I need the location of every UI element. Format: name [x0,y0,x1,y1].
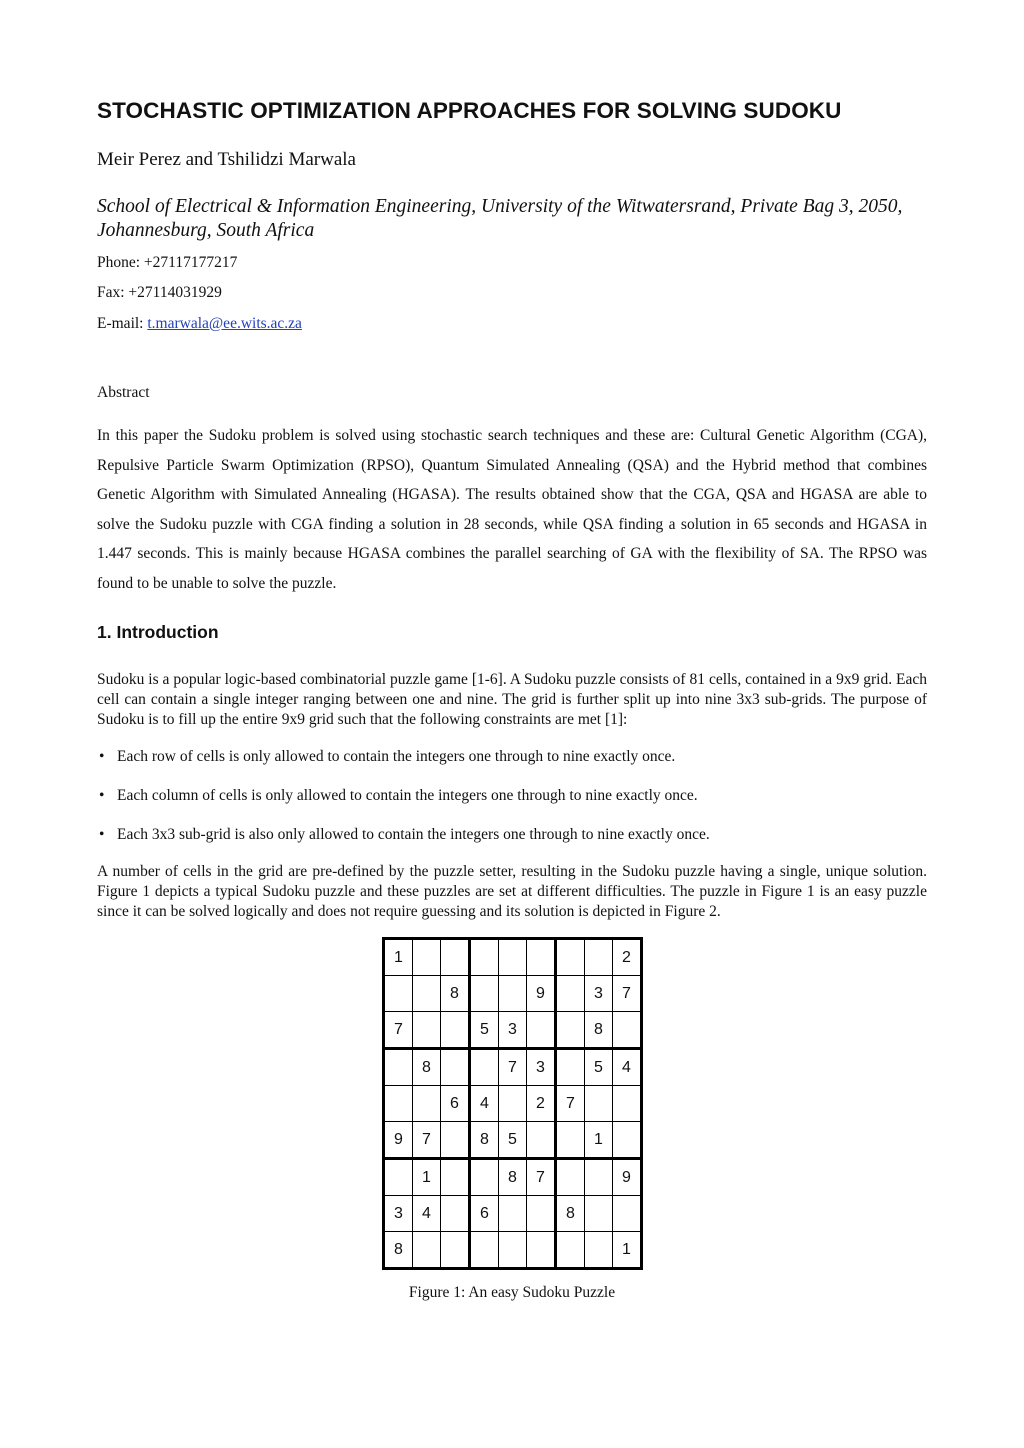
grid-cell [613,1012,642,1049]
grid-cell: 7 [384,1012,413,1049]
grid-cell [527,1232,556,1269]
grid-cell [413,1012,441,1049]
grid-cell [441,1196,470,1232]
contact-phone: Phone: +27117177217 [97,254,238,271]
grid-row [384,1232,642,1269]
grid-cell [384,976,413,1012]
constraint-list [97,747,927,864]
grid-row [384,939,642,976]
grid-cell [470,976,499,1012]
grid-cell: 8 [585,1012,613,1049]
grid-cell [556,1232,585,1269]
grid-cell [556,1159,585,1196]
grid-cell [556,939,585,976]
grid-cell [413,976,441,1012]
grid-cell: 1 [413,1159,441,1196]
grid-cell: 1 [384,939,413,976]
grid-cell [613,1196,642,1232]
grid-row [384,1159,642,1196]
grid-cell: 4 [470,1086,499,1122]
grid-cell [585,939,613,976]
grid-cell: 7 [499,1049,527,1086]
list-item-text: Each row of cells is only allowed to contain the integers one through to nine exactly once. [117,748,676,765]
grid-cell [470,1159,499,1196]
bullet-icon: • [99,787,105,804]
grid-cell [441,1232,470,1269]
grid-cell: 6 [441,1086,470,1122]
grid-cell [470,939,499,976]
list-item [97,747,927,786]
grid-cell: 8 [441,976,470,1012]
grid-cell [527,1012,556,1049]
grid-cell [585,1086,613,1122]
grid-cell: 3 [527,1049,556,1086]
grid-cell: 1 [613,1232,642,1269]
grid-row [384,1012,642,1049]
grid-cell: 7 [413,1122,441,1159]
grid-cell [585,1232,613,1269]
grid-cell: 2 [613,939,642,976]
grid-cell [499,1086,527,1122]
intro-paragraph-1: Sudoku is a popular logic-based combinatorial puzzle game [1-6]. A Sudoku puzzle consists of 81 cells, contained in a 9x9 grid. Each cell can contain a single integer ranging between one and nine. The grid is further split up into nine 3x3 sub-grids. The purpose of Sudoku is to fill up the entire 9x9 grid such that the following constraints are met [1]: [97,671,927,728]
grid-cell: 7 [556,1086,585,1122]
grid-cell: 3 [499,1012,527,1049]
paper-title: STOCHASTIC OPTIMIZATION APPROACHES FOR SOLVING SUDOKU [97,98,842,123]
grid-cell [384,1159,413,1196]
grid-cell: 6 [470,1196,499,1232]
grid-cell [441,1012,470,1049]
bullet-icon: • [99,748,105,765]
bullet-icon: • [99,826,105,843]
introduction-heading: 1. Introduction [97,622,219,642]
grid-cell [556,1049,585,1086]
abstract-text: In this paper the Sudoku problem is solved using stochastic search techniques and these are: Cultural Genetic Algorithm (CGA), Repulsive Particle Swarm Optimization (RPSO), Quantum Simulated Annealing (QSA) and the Hybrid method that combines Genetic Algorithm with Simulated Annealing (HGASA). The results obtained show that the CGA, QSA and HGASA are able to solve the Sudoku puzzle with CGA finding a solution in 28 seconds, while QSA finding a solution in 65 seconds and HGASA in 1.447 seconds. This is mainly because HGASA combines the parallel searching of GA with the flexibility of SA. The RPSO was found to be unable to solve the puzzle. [97,427,927,592]
abstract-heading: Abstract [97,384,150,401]
grid-cell [441,1049,470,1086]
email-label: E-mail: [97,315,148,332]
grid-cell [585,1196,613,1232]
grid-cell: 5 [499,1122,527,1159]
grid-cell: 9 [384,1122,413,1159]
sudoku-grid [382,937,643,1270]
grid-cell: 8 [384,1232,413,1269]
grid-row [384,1122,642,1159]
grid-cell [470,1049,499,1086]
grid-cell [527,939,556,976]
list-item [97,825,927,864]
email-link[interactable]: t.marwala@ee.wits.ac.za [147,315,302,332]
grid-cell [613,1122,642,1159]
grid-cell [413,1232,441,1269]
intro-paragraph-2: A number of cells in the grid are pre-defined by the puzzle setter, resulting in the Sudoku puzzle having a single, unique solution. Figure 1 depicts a typical Sudoku puzzle and these puzzles are set at different difficulties. The puzzle in Figure 1 is an easy puzzle since it can be solved logically and does not require guessing and its solution is depicted in Figure 2. [97,863,927,920]
grid-cell: 5 [585,1049,613,1086]
grid-cell: 2 [527,1086,556,1122]
grid-row [384,1086,642,1122]
grid-row [384,976,642,1012]
grid-cell [413,1086,441,1122]
grid-cell: 8 [413,1049,441,1086]
grid-cell: 3 [585,976,613,1012]
grid-cell [556,976,585,1012]
contact-fax: Fax: +27114031929 [97,284,222,301]
grid-cell [384,1049,413,1086]
grid-cell [499,976,527,1012]
grid-row [384,1049,642,1086]
grid-cell: 8 [470,1122,499,1159]
grid-cell [527,1196,556,1232]
grid-cell [556,1012,585,1049]
grid-cell [499,1232,527,1269]
paper-authors: Meir Perez and Tshilidzi Marwala [97,149,356,170]
grid-row [384,1196,642,1232]
grid-cell [384,1086,413,1122]
grid-cell: 1 [585,1122,613,1159]
grid-cell: 4 [613,1049,642,1086]
grid-cell: 7 [613,976,642,1012]
contact-email [97,315,302,333]
list-item-text: Each 3x3 sub-grid is also only allowed to contain the integers one through to nine exactly once. [117,826,710,843]
grid-cell [441,1122,470,1159]
grid-cell [441,1159,470,1196]
grid-cell: 5 [470,1012,499,1049]
grid-cell: 9 [527,976,556,1012]
grid-cell [441,939,470,976]
grid-cell: 8 [556,1196,585,1232]
grid-cell: 4 [413,1196,441,1232]
figure-1-caption: Figure 1: An easy Sudoku Puzzle [408,1284,616,1301]
grid-cell [470,1232,499,1269]
grid-cell: 3 [384,1196,413,1232]
grid-cell [613,1086,642,1122]
grid-cell: 8 [499,1159,527,1196]
grid-cell: 7 [527,1159,556,1196]
grid-cell: 9 [613,1159,642,1196]
list-item-text: Each column of cells is only allowed to contain the integers one through to nine exactly once. [117,787,698,804]
grid-cell [499,1196,527,1232]
grid-cell [556,1122,585,1159]
grid-cell [527,1122,556,1159]
grid-cell [499,939,527,976]
grid-cell [413,939,441,976]
grid-cell [585,1159,613,1196]
author-affiliation: School of Electrical & Information Engineering, University of the Witwatersrand, Private Bag 3, 2050, Johannesburg, South Africa [97,196,903,241]
list-item [97,786,927,825]
